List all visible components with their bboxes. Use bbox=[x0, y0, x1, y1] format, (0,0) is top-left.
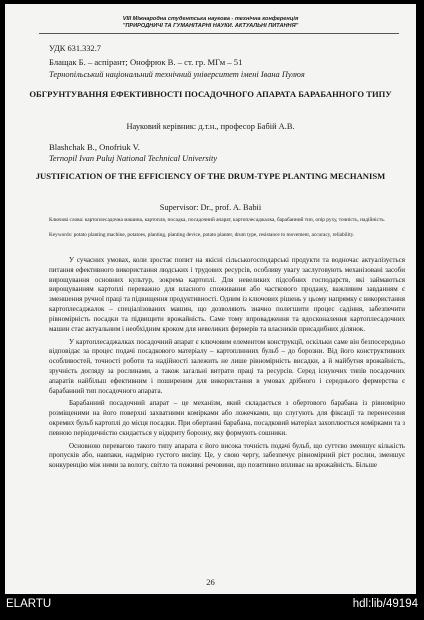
keywords-en: Keywords: potato planting machine, potatoes, planting, planting device, potato planter, drum type, resistance to movement, accuracy, reliability. bbox=[49, 232, 355, 238]
repository-label: ELARTU bbox=[6, 598, 52, 610]
conference-header-line2: "ПРИРОДНИЧІ ТА ГУМАНІТАРНІ НАУКИ. АКТУАЛЬНІ ПИТАННЯ" bbox=[122, 23, 299, 29]
authors-ua: Блащак Б. – аспірант; Онофрюк В. – ст. гр. МГм – 51 bbox=[49, 57, 243, 67]
document-page bbox=[5, 4, 416, 594]
title-ua: ОБГРУНТУВАННЯ ЕФЕКТИВНОСТІ ПОСАДОЧНОГО АПАРАТА БАРАБАННОГО ТИПУ bbox=[29, 89, 392, 99]
supervisor-en: Supervisor: Dr., prof. A. Babii bbox=[159, 203, 262, 212]
body-paragraph: У сучасних умовах, коли зростає попит на якісні сільськогосподарські продукти та водночас актуалізується питання ефективного використання людських і трудових ресурсів, особливу увагу заслуговують механізовані засоби вирощування основних культур, зокрема картоплі. Для невеликих підсобних господарств, які займаються вирощуванням картоплі переважно для власного споживання або часткового продажу, важливим завданням є зменшення ручної праці та підвищення продуктивності. Одним із ключових рішень у цьому напрямку є використання картоплесаджалок – спеціалізованих машин, що дозволяють значно полегшити процес садіння, забезпечити рівномірність посадки та підвищити врожайність. Саме тому впровадження та вдосконалення картоплесадочних машин стає актуальним і необхідним кроком для невеликих фермерів та власників присадибних ділянок. bbox=[49, 256, 405, 333]
page-number: 26 bbox=[206, 577, 215, 587]
authors-en: Blashchak B., Onofriuk V. bbox=[49, 142, 140, 152]
affiliation-en: Ternopil Ivan Puluj National Technical University bbox=[49, 154, 218, 163]
conference-header-line1: VIII Міжнародна студентська наукова - технічна конференція bbox=[122, 16, 299, 22]
keywords-ua: Ключові слова: картоплесадочна машина, картопля, посадка, посадочний апарат, картоплесаджалка, барабанний тип, опір руху, точність, надійність. bbox=[49, 217, 386, 223]
body-paragraph: Барабанний посадочний апарат – це механізм, який складається з обертового барабана із рівномірно розміщеними на його поверхні захватними комірками або ложечками, що слугують для фіксації та перенесення окремих бульб картоплі до місця посадки. При обертанні барабана, посадковий матеріал захоплюється комірками та з певною періодичністю скидається у відкриту борозну, яку формують сошники. bbox=[49, 399, 405, 437]
body-paragraph: Основною перевагою такого типу апарата є його висока точність подачі бульб, що суттєво зменшує кількість пропусків або, навпаки, надмірно густого висіву. Це, у свою чергу, забезпечує рівномірний ріст рослин, зменшує конкуренцію між ними за вологу, світло та поживні речовини, що позитивно впливає на врожайність. Більше bbox=[49, 441, 405, 470]
header-divider bbox=[39, 33, 399, 34]
title-en: JUSTIFICATION OF THE EFFICIENCY OF THE DRUM-TYPE PLANTING MECHANISM bbox=[35, 171, 386, 181]
article-body bbox=[49, 256, 405, 474]
affiliation-ua: Тернопільський національний технічний університет імені Івана Пулюя bbox=[49, 70, 305, 79]
supervisor-ua: Науковий керівник: д.т.н., професор Бабій А.В. bbox=[126, 122, 295, 131]
udk-code: УДК 631.332.7 bbox=[49, 44, 101, 53]
body-paragraph: У картоплесаджалках посадочний апарат є ключовим елементом конструкції, оскільки саме він безпосередньо відповідає за процес подачі посадкового матеріалу – картоплинних бульб – до борозни. Від його конструктивних особливостей, точності роботи та надійності залежить не лише рівномірність висадки, а й майбутня врожайність, зручність догляду за рослинами, а також загальні витрати праці та ресурсів. Серед існуючих типів посадочних апаратів найбільш ефективним і поширеним для використання в умовах дрібного і середнього фермерства є барабанний тип посадочного апарата. bbox=[49, 337, 405, 395]
handle-identifier: hdl:lib/49194 bbox=[352, 598, 418, 610]
